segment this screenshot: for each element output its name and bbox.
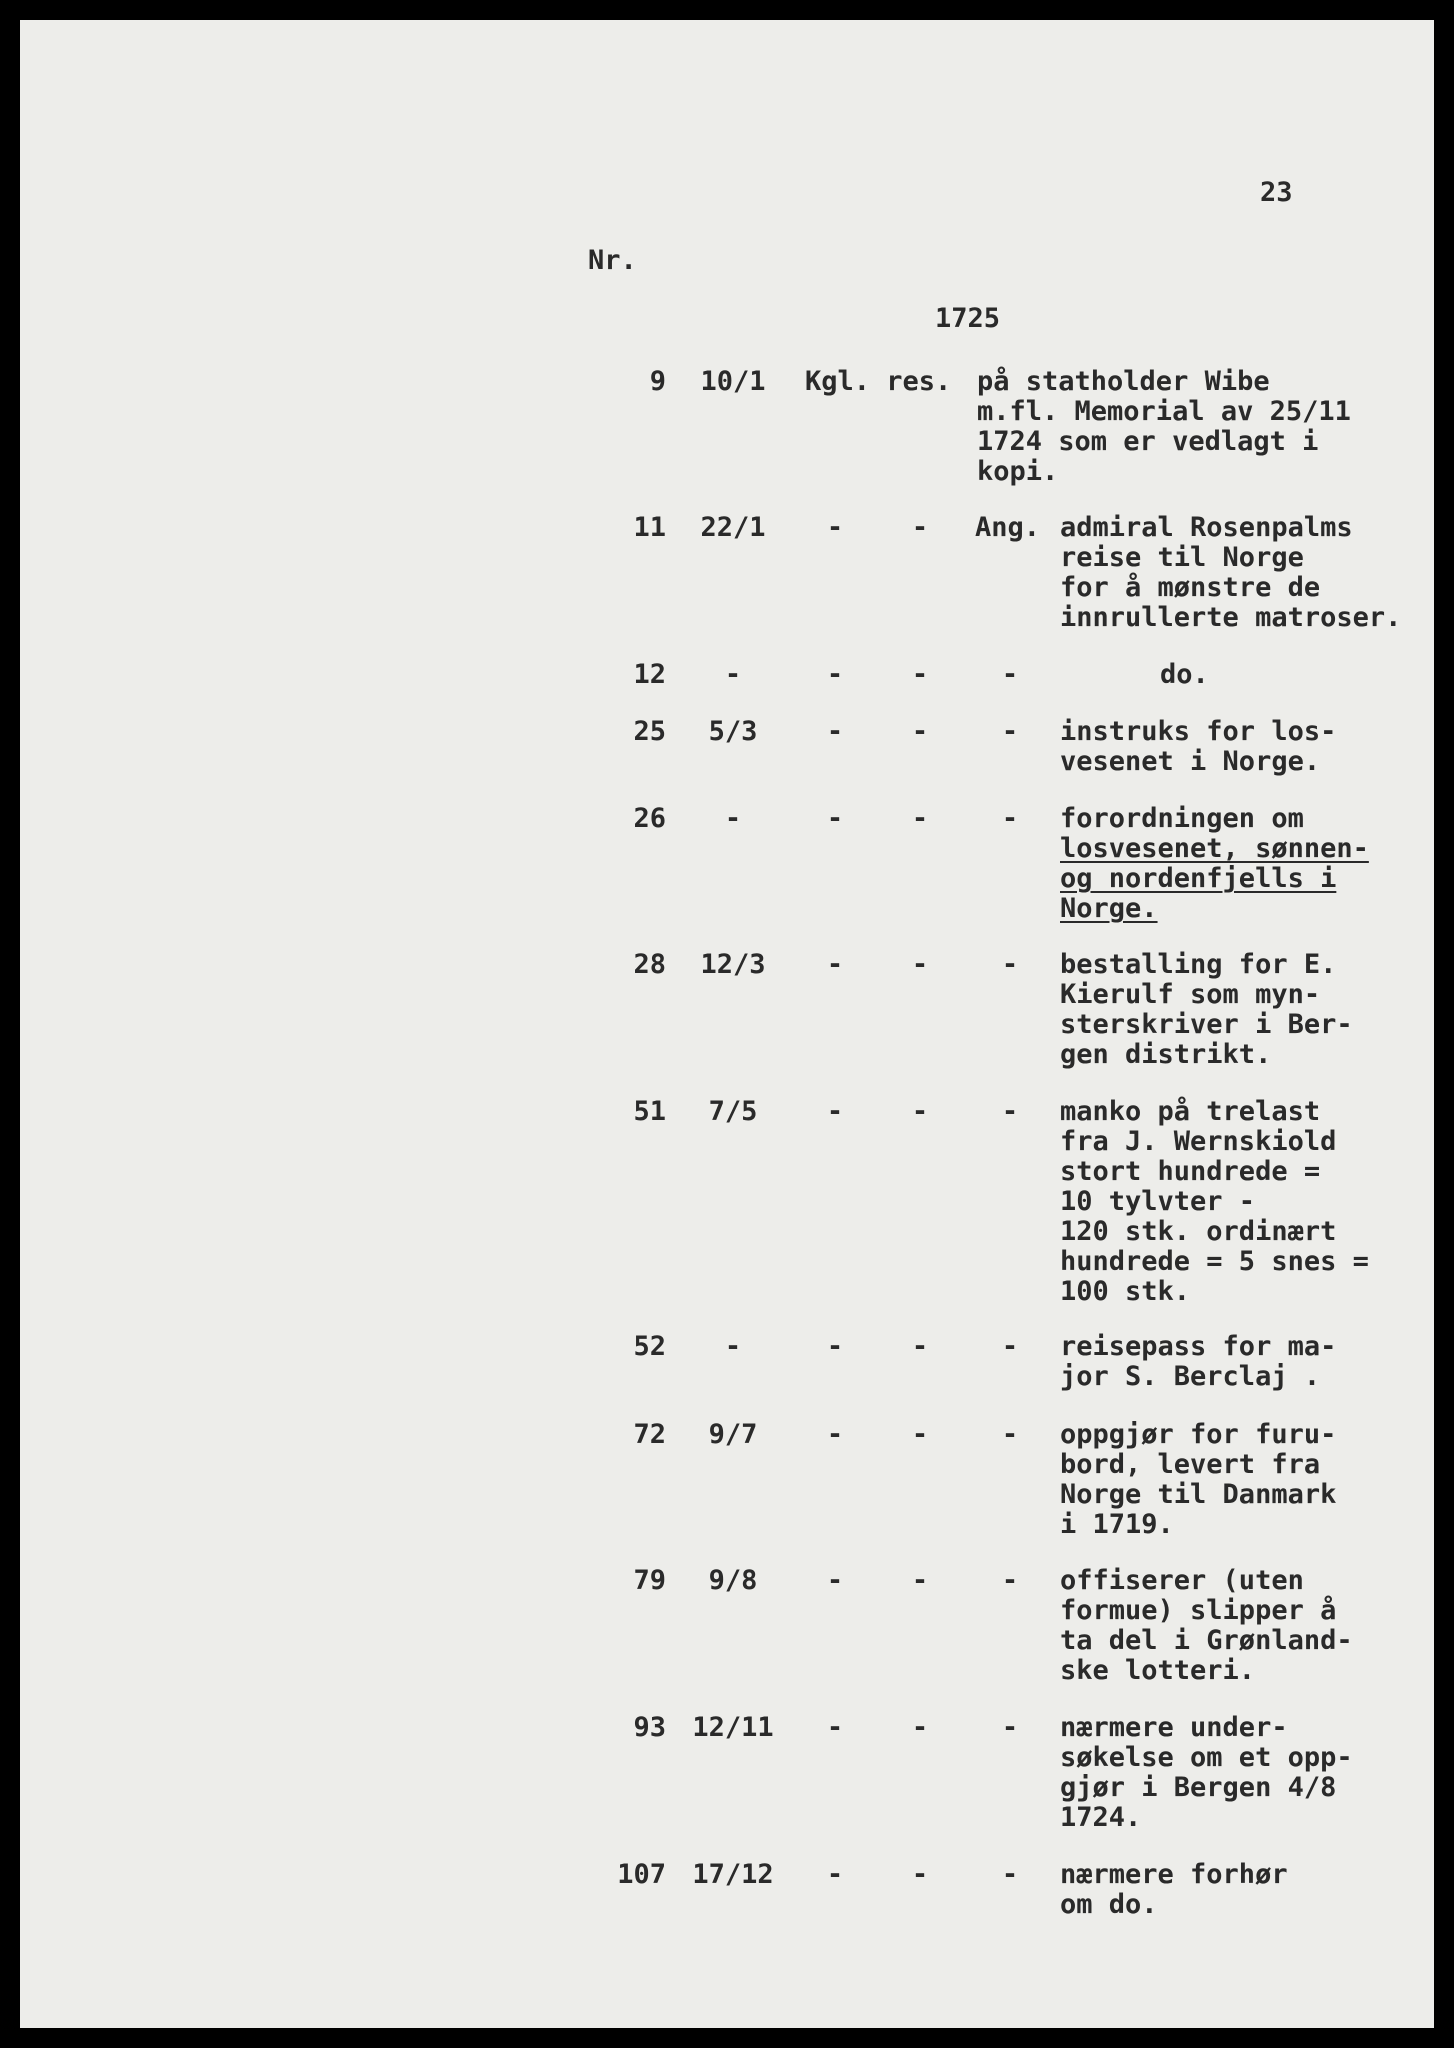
entry-date: - (724, 659, 742, 690)
nr-header: Nr. (588, 245, 637, 276)
entry-date: 12/11 (692, 1712, 774, 1743)
ditto-mark: - (911, 1712, 929, 1743)
year-heading: 1725 (935, 303, 1001, 334)
entry-date: 9/8 (708, 1565, 758, 1596)
entry-number: 93 (633, 1712, 666, 1743)
ditto-mark: - (1001, 949, 1019, 980)
ditto-mark: - (826, 1331, 844, 1362)
entry-number: 25 (633, 716, 666, 747)
entry-date: 9/7 (708, 1419, 758, 1450)
ditto-mark: - (911, 1859, 929, 1890)
ditto-mark: - (1001, 1331, 1019, 1362)
entry-description: nærmere under- søkelse om et opp- gjør i Bergen 4/8 1724. (1060, 1712, 1353, 1833)
ditto-mark: - (1001, 1419, 1019, 1450)
entry-type: Kgl. res. (805, 366, 952, 397)
ditto-mark: - (826, 803, 844, 834)
entry-date: 22/1 (700, 512, 766, 543)
ditto-mark: - (826, 716, 844, 747)
entry-description: oppgjør for furu- bord, levert fra Norge til Danmark i 1719. (1060, 1419, 1337, 1540)
entry-date: - (724, 803, 742, 834)
ditto-mark: - (826, 1419, 844, 1450)
entry-description: reisepass for ma- jor S. Berclaj . (1060, 1331, 1337, 1392)
entry-date: 17/12 (692, 1859, 774, 1890)
entry-date: 10/1 (700, 366, 766, 397)
entry-date: 5/3 (708, 716, 758, 747)
ditto-mark: - (1001, 1859, 1019, 1890)
ditto-mark: - (911, 1331, 929, 1362)
entry-date: 7/5 (708, 1096, 758, 1127)
entry-number: 79 (633, 1565, 666, 1596)
ditto-mark: - (826, 1096, 844, 1127)
document-page (20, 20, 1434, 2028)
entry-date: - (724, 1331, 742, 1362)
ditto-mark: - (1001, 1565, 1019, 1596)
entry-number: 107 (617, 1859, 666, 1890)
underlined-description: losvesenet, sønnen- og nordenfjells i Norge. (1060, 833, 1369, 924)
entry-description: do. (1160, 659, 1209, 690)
entry-description: på statholder Wibe m.fl. Memorial av 25/11 1724 som er vedlagt i kopi. (977, 366, 1351, 487)
entry-description: nærmere forhør om do. (1060, 1859, 1288, 1920)
entry-date: 12/3 (700, 949, 766, 980)
entry-description: admiral Rosenpalms reise til Norge for å mønstre de innrullerte matroser. (1060, 512, 1402, 633)
entry-description: offiserer (uten formue) slipper å ta del i Grønland- ske lotteri. (1060, 1565, 1353, 1686)
entry-number: 9 (649, 366, 666, 397)
entry-description: manko på trelast fra J. Wernskiold stort hundrede = 10 tylvter - 120 stk. ordinært hundrede = 5 snes = 100 stk. (1060, 1096, 1369, 1307)
page-number: 23 (1260, 177, 1293, 208)
entry-number: 52 (633, 1331, 666, 1362)
ditto-mark: - (826, 1859, 844, 1890)
ditto-mark: - (1001, 803, 1019, 834)
ditto-mark: - (1001, 1096, 1019, 1127)
entry-description: forordningen om (1060, 803, 1304, 834)
entry-number: 72 (633, 1419, 666, 1450)
ditto-mark: - (826, 949, 844, 980)
ditto-mark: - (911, 803, 929, 834)
ditto-mark: - (826, 1712, 844, 1743)
entry-number: 12 (633, 659, 666, 690)
entry-number: 26 (633, 803, 666, 834)
ditto-mark: - (911, 512, 929, 543)
entry-description: instruks for los- vesenet i Norge. (1060, 716, 1337, 777)
ditto-mark: - (1001, 716, 1019, 747)
entry-description: bestalling for E. Kierulf som myn- sterskriver i Ber- gen distrikt. (1060, 949, 1353, 1070)
ditto-mark: - (826, 512, 844, 543)
entry-number: 28 (633, 949, 666, 980)
ditto-mark: - (911, 1096, 929, 1127)
entry-number: 51 (633, 1096, 666, 1127)
ditto-mark: - (911, 949, 929, 980)
entry-type: Ang. (975, 512, 1041, 543)
entry-number: 11 (633, 512, 666, 543)
ditto-mark: - (1001, 659, 1019, 690)
ditto-mark: - (1001, 1712, 1019, 1743)
ditto-mark: - (911, 716, 929, 747)
ditto-mark: - (826, 1565, 844, 1596)
ditto-mark: - (911, 1565, 929, 1596)
ditto-mark: - (911, 659, 929, 690)
ditto-mark: - (911, 1419, 929, 1450)
ditto-mark: - (826, 659, 844, 690)
